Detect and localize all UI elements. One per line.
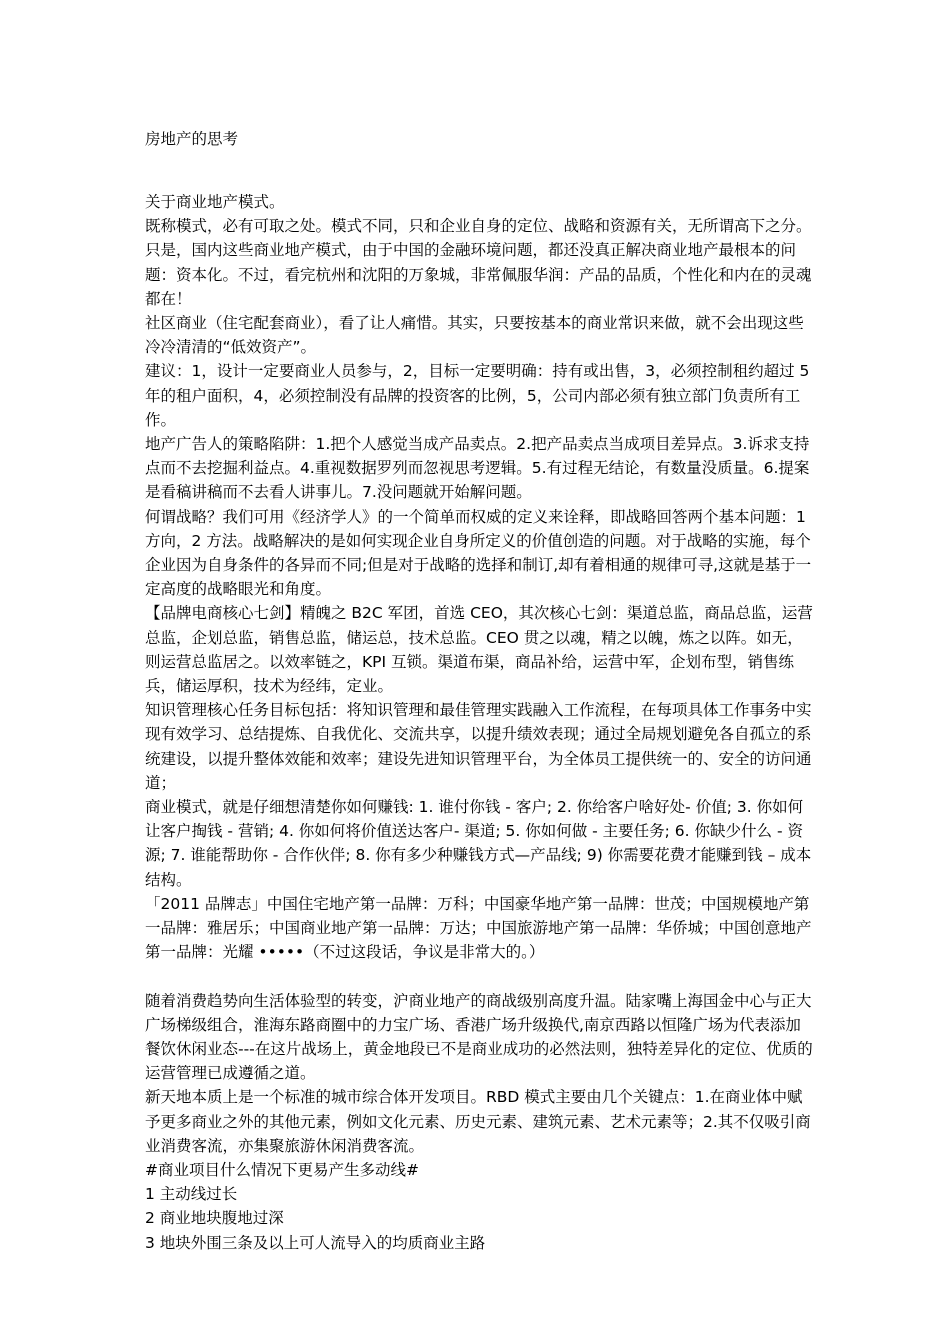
paragraph-suggestions: 建议：1，设计一定要商业人员参与，2，目标一定要明确：持有或出售，3，必须控制租约超过 5 年的租户面积，4，必须控制没有品牌的投资客的比例，5，公司内部必须有独立部门负责所有工作。 (145, 362, 810, 429)
paragraph-xintiandi: 新天地本质上是一个标准的城市综合体开发项目。RBD 模式主要由几个关键点：1.在商业体中赋予更多商业之外的其他元素，例如文化元素、历史元素、建筑元素、艺术元素等；2.其不仅吸引商业消费客流，亦集聚旅游休闲消费客流。 (145, 1088, 811, 1155)
list-item: 2 商业地块腹地过深 (145, 1209, 284, 1228)
paragraph-knowledge-management: 知识管理核心任务目标包括：将知识管理和最佳管理实践融入工作流程，在每项具体工作事务中实现有效学习、总结提炼、自我优化、交流共享，以提升绩效表现；通过全局规划避免各自孤立的系统建设，以提升整体效能和效率；建设先进知识管理平台，为全体员工提供统一的、安全的访问通道； (145, 701, 812, 792)
document-body (145, 190, 815, 1255)
paragraph-community-commerce: 社区商业（住宅配套商业），看了让人痛惜。其实，只要按基本的商业常识来做，就不会出现这些冷冷清清的“低效资产”。 (145, 314, 804, 357)
paragraph-brand-2011: 「2011 品牌志」中国住宅地产第一品牌：万科；中国豪华地产第一品牌：世茂；中国规模地产第一品牌：雅居乐；中国商业地产第一品牌：万达；中国旅游地产第一品牌：华侨城；中国创意地产第一品牌：光耀 •••••（不过这段话，争议是非常大的。） (145, 894, 812, 962)
paragraph-ad-traps: 地产广告人的策略陷阱：1.把个人感觉当成产品卖点。2.把产品卖点当成项目差异点。3.诉求支持点而不去挖掘利益点。4.重视数据罗列而忽视思考逻辑。5.有过程无结论，有数量没质量。6.提案是看稿讲稿而不去看人讲事儿。7.没问题就开始解问题。 (145, 435, 810, 502)
paragraph-consumption-trend: 随着消费趋势向生活体验型的转变，沪商业地产的商战级别高度升温。陆家嘴上海国金中心与正大广场梯级组合，淮海东路商圈中的力宝广场、香港广场升级换代,南京西路以恒隆广场为代表添加餐饮休闲业态---在这片战场上，黄金地段已不是商业成功的必然法则，独特差异化的定位、优质的运营管理已成遵循之道。 (145, 991, 813, 1083)
paragraph-strategy: 何谓战略？我们可用《经济学人》的一个简单而权威的定义来诠释，即战略回答两个基本问题：1 方向，2 方法。战略解决的是如何实现企业自身所定义的价值创造的问题。对于战略的实施，每个企业因为自身条件的各异而不同;但是对于战略的选择和制订,却有着相通的规律可寻,这就是基于一定高度的战略眼光和角度。 (145, 507, 812, 599)
list-item: 1 主动线过长 (145, 1185, 238, 1204)
paragraph-ecommerce-seven: 【品牌电商核心七剑】精魄之 B2C 军团，首选 CEO，其次核心七剑：渠道总监，商品总监，运营总监，企划总监，销售总监，储运总，技术总监。CEO 贯之以魂，精之以魄，炼之以阵。如无，则运营总监居之。以效率链之，KPI 互锁。渠道布渠，商品补给，运营中军，企划布型，销售练兵，储运厚积，技术为经纬，定业。 (145, 604, 813, 696)
paragraph-business-model: 商业模式，就是仔细想清楚你如何赚钱: 1. 谁付你钱 - 客户; 2. 你给客户啥好处- 价值; 3. 你如何让客户掏钱 - 营销; 4. 你如何将价值送达客户- 渠道; 5. 你如何做 - 主要任务; 6. 你缺少什么 - 资源; 7. 谁能帮助你 - 合作伙伴; 8. 你有多少种赚钱方式—产品线; 9) 你需要花费才能赚到钱 – 成本结构。 (145, 798, 812, 889)
paragraph-intro: 关于商业地产模式。 (145, 193, 285, 211)
page-title: 房地产的思考 (145, 130, 239, 148)
paragraph-model: 既称模式，必有可取之处。模式不同，只和企业自身的定位、战略和资源有关，无所谓高下之分。只是，国内这些商业地产模式，由于中国的金融环境问题，都还没真正解决商业地产最根本的问题：资本化。不过，看完杭州和沈阳的万象城，非常佩服华润：产品的品质，个性化和内在的灵魂都在！ (145, 217, 812, 308)
paragraph-multi-circulation-heading: #商业项目什么情况下更易产生多动线# (145, 1160, 419, 1179)
list-item: 3 地块外围三条及以上可人流导入的均质商业主路 (145, 1233, 486, 1252)
